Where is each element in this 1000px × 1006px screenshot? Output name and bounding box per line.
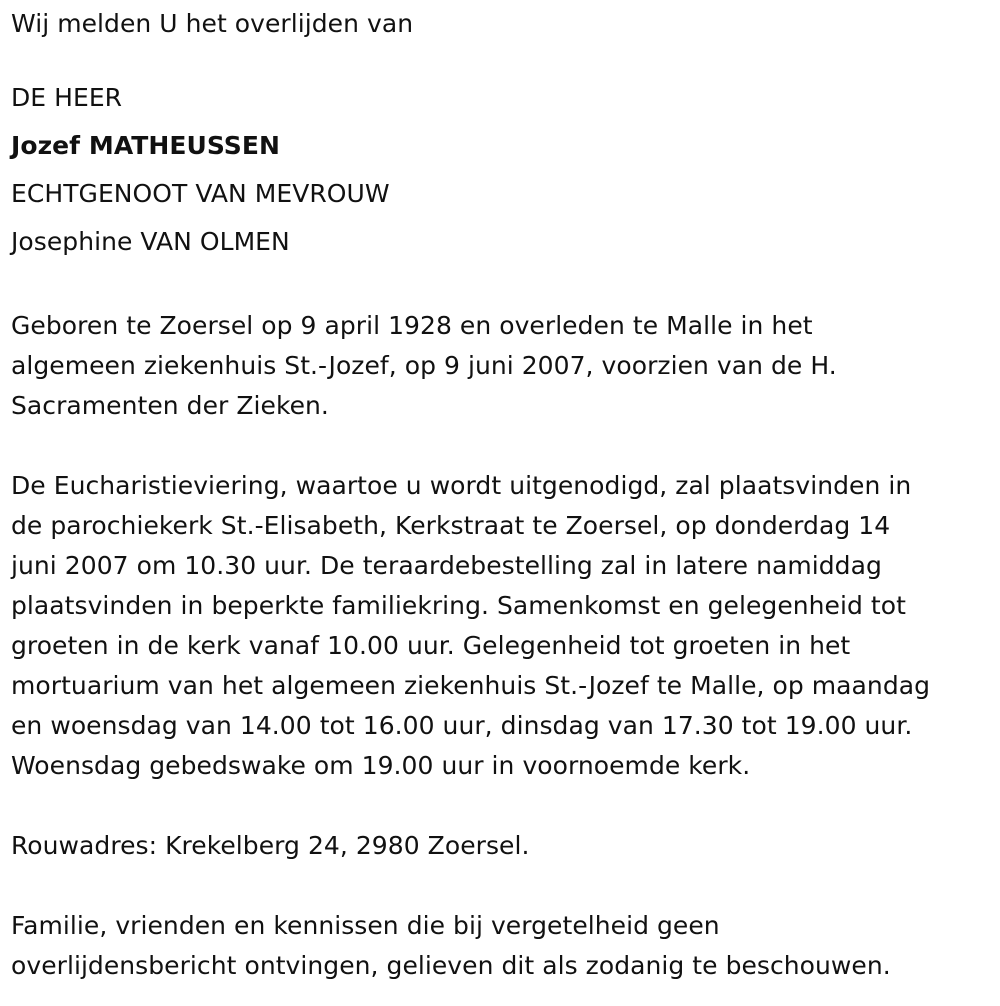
paragraph-line: juni 2007 om 10.30 uur. De teraardebestelling zal in latere namiddag: [11, 551, 882, 580]
deceased-name: [11, 122, 996, 170]
paragraph-line: Familie, vrienden en kennissen die bij vergetelheid geen: [11, 911, 720, 940]
paragraph-line: overlijdensbericht ontvingen, gelieven dit als zodanig te beschouwen.: [11, 951, 891, 980]
title-text: DE HEER: [11, 83, 123, 112]
paragraph-line: plaatsvinden in beperkte familiekring. Samenkomst en gelegenheid tot: [11, 591, 906, 620]
deceased-header: [11, 74, 996, 266]
paragraph-line: groeten in de kerk vanaf 10.00 uur. Gelegenheid tot groeten in het: [11, 631, 851, 660]
intro-text: Wij melden U het overlijden van: [11, 9, 414, 38]
closing-paragraph: [11, 906, 996, 986]
ceremony-paragraph: [11, 466, 996, 786]
paragraph-line: mortuarium van het algemeen ziekenhuis St.-Jozef te Malle, op maandag: [11, 671, 931, 700]
mourning-address: Rouwadres: Krekelberg 24, 2980 Zoersel.: [11, 831, 530, 860]
deceased-last-name: MATHEUSSEN: [88, 131, 280, 160]
paragraph-line: De Eucharistieviering, waartoe u wordt uitgenodigd, zal plaatsvinden in: [11, 471, 912, 500]
paragraph-line: Sacramenten der Zieken.: [11, 391, 329, 420]
spouse-label: ECHTGENOOT VAN MEVROUW: [11, 179, 390, 208]
death-announcement: [11, 0, 996, 986]
paragraph-line: Geboren te Zoersel op 9 april 1928 en overleden te Malle in het: [11, 311, 813, 340]
paragraph-line: algemeen ziekenhuis St.-Jozef, op 9 juni 2007, voorzien van de H.: [11, 351, 837, 380]
address-paragraph: [11, 826, 996, 866]
spouse-name: Josephine VAN OLMEN: [11, 227, 290, 256]
deceased-first-name: Jozef: [11, 131, 81, 160]
paragraph-line: de parochiekerk St.-Elisabeth, Kerkstraat te Zoersel, op donderdag 14: [11, 511, 891, 540]
paragraph-line: Woensdag gebedswake om 19.00 uur in voornoemde kerk.: [11, 751, 751, 780]
paragraph-line: en woensdag van 14.00 tot 16.00 uur, dinsdag van 17.30 tot 19.00 uur.: [11, 711, 913, 740]
birth-death-paragraph: [11, 306, 996, 426]
